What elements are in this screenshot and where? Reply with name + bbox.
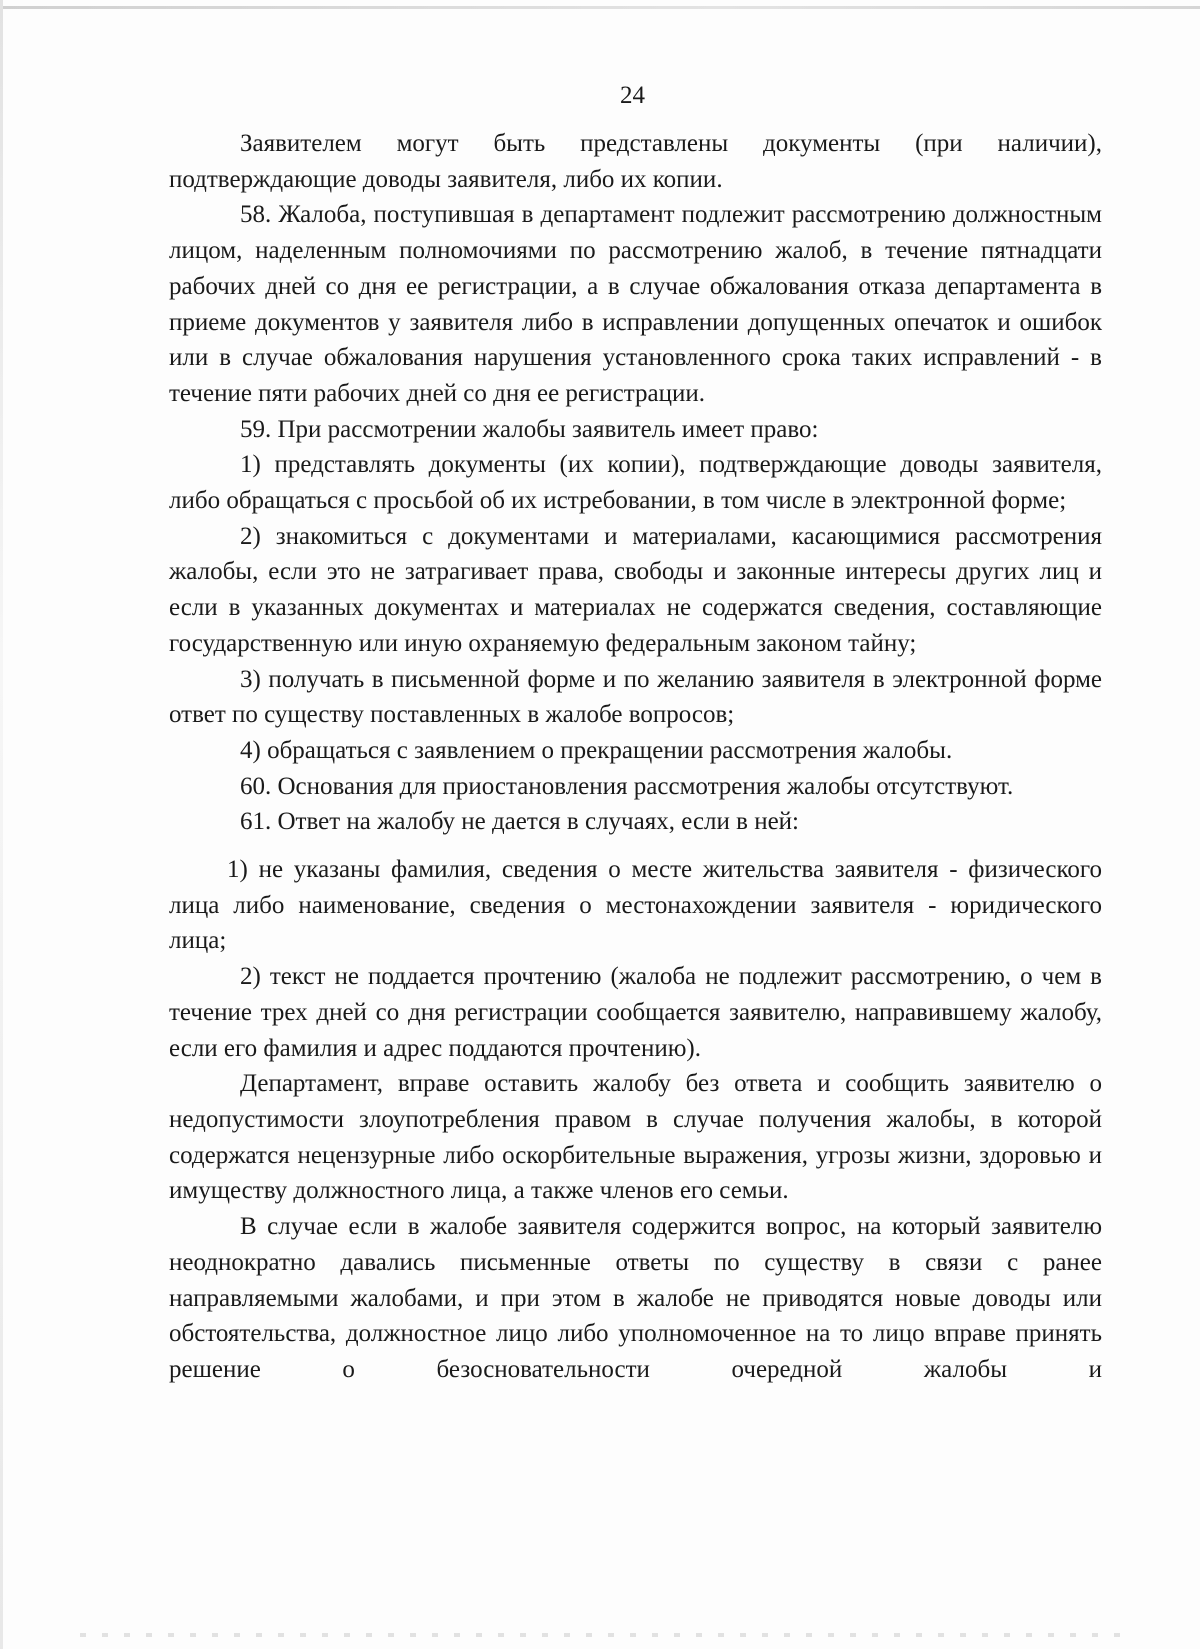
list-item-59-2: 2) знакомиться с документами и материалами, касающимися рассмотрения жалобы, если это не затрагивает права, свободы и законные интересы других лиц и если в указанных документах и материалах не содержатся сведения, составляющие государственную или иную охраняемую федеральным законом тайну; [169,522,1102,657]
paragraph-59: 59. При рассмотрении жалобы заявитель имеет право: [240,415,819,443]
list-item-59-1: 1) представлять документы (их копии), подтверждающие доводы заявителя, либо обращаться с просьбой об их истребовании, в том числе в электронной форме; [169,451,1102,515]
paragraph-department: Департамент, вправе оставить жалобу без ответа и сообщить заявителю о недопустимости злоупотребления правом в случае получения жалобы, в которой содержатся нецензурные либо оскорбительные выражения, угрозы жизни, здоровью и имуществу должностного лица, а также членов его семьи. [169,1070,1102,1205]
paragraph-61: 61. Ответ на жалобу не дается в случаях, если в ней: [240,808,799,836]
scan-edge-bottom [80,1633,1120,1637]
paragraph: Заявителем могут быть представлены документы (при наличии), подтверждающие доводы заявителя, либо их копии. [169,130,1102,193]
paragraph-repeated-complaint: В случае если в жалобе заявителя содержится вопрос, на который заявителю неоднократно давались письменные ответы по существу в связи с ранее направляемыми жалобами, и при этом в жалобе не приводятся новые доводы или обстоятельства, должностное лицо либо уполномоченное на то лицо вправе принять решение о безосновательности очередной жалобы и [169,1213,1102,1383]
paragraph-60: 60. Основания для приостановления рассмотрения жалобы отсутствуют. [240,772,1014,800]
list-item-59-4: 4) обращаться с заявлением о прекращении рассмотрения жалобы. [240,736,953,764]
list-item-59-3: 3) получать в письменной форме и по желанию заявителя в электронной форме ответ по существу поставленных в жалобе вопросов; [169,665,1102,729]
scan-edge-top [0,6,1200,9]
scan-edge-left [0,0,3,1649]
document-body [169,126,1102,1388]
list-item-61-2: 2) текст не поддается прочтению (жалоба не подлежит рассмотрению, о чем в течение трех дней со дня регистрации сообщается заявителю, направившему жалобу, если его фамилия и адрес поддаются прочтению). [169,963,1102,1062]
paragraph-58: 58. Жалоба, поступившая в департамент подлежит рассмотрению должностным лицом, наделенным полномочиями по рассмотрению жалоб, в течение пятнадцати рабочих дней со дня ее регистрации, а в случае обжалования отказа департамента в приеме документов у заявителя либо в исправлении допущенных опечаток и ошибок или в случае обжалования нарушения установленного срока таких исправлений - в течение пяти рабочих дней со дня ее регистрации. [169,201,1102,407]
list-item-61-1: 1) не указаны фамилия, сведения о месте жительства заявителя - физического лица либо наименование, сведения о местонахождении заявителя - юридического лица; [169,856,1102,955]
page-number: 24 [620,82,645,109]
